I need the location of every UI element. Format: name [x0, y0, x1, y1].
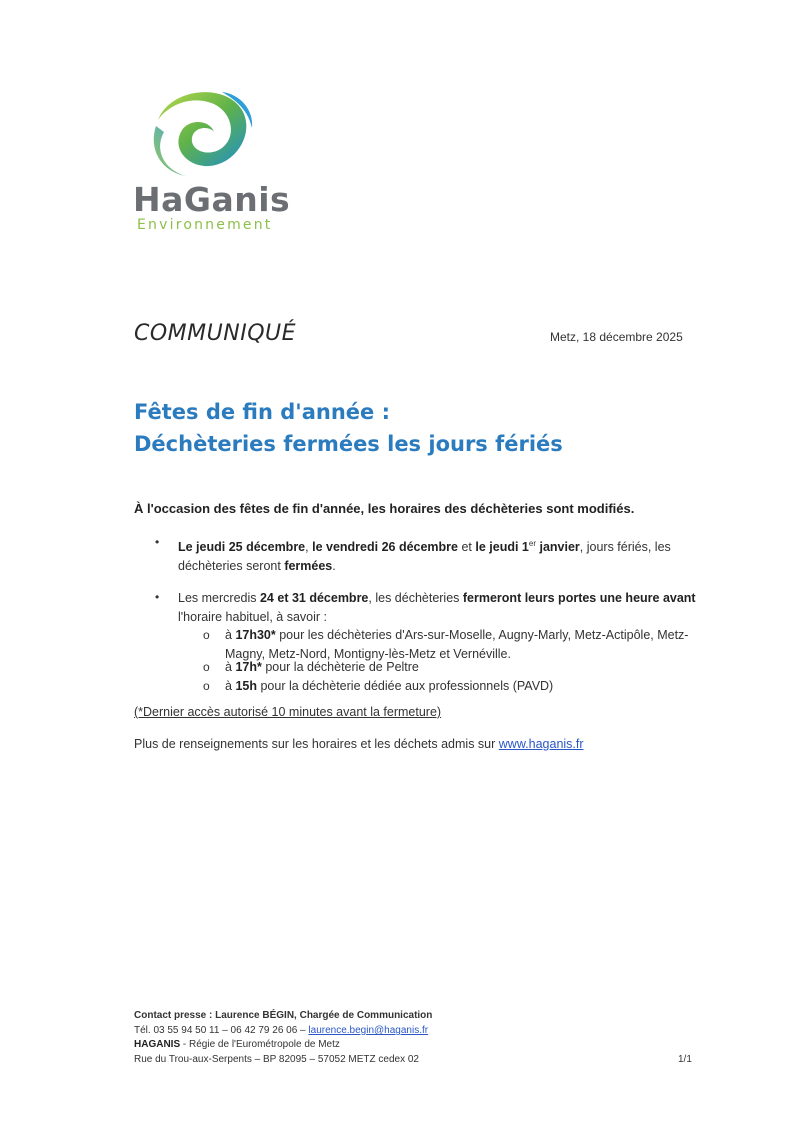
website-link[interactable]: www.haganis.fr: [498, 737, 584, 751]
dateline: Metz, 18 décembre 2025: [550, 330, 683, 344]
bullet-reduced-hours: Les mercredis 24 et 31 décembre, les déchèteries fermeront leurs portes une heure avant l'horaire habituel, à savoir :: [178, 591, 696, 624]
intro-paragraph: À l'occasion des fêtes de fin d'année, les horaires des déchèteries sont modifiés.: [134, 501, 635, 516]
logo-tagline: Environnement: [137, 217, 273, 233]
bullet-dot: •: [155, 590, 160, 604]
page-number: 1/1: [678, 1054, 692, 1065]
organization: HAGANIS - Régie de l'Eurométropole de Metz: [134, 1039, 340, 1050]
sub-item-1700: à 17h* pour la déchèterie de Peltre: [225, 660, 419, 674]
sub-item-1730: à 17h30* pour les déchèteries d'Ars-sur-Moselle, Augny-Marly, Metz-Actipôle, Metz-Magny, Metz-Nord, Montigny-lès-Metz et Vernéville.: [225, 628, 689, 661]
document-type: COMMUNIQUÉ: [134, 321, 297, 346]
press-contact: Contact presse : Laurence BÉGIN, Chargée de Communication: [134, 1010, 433, 1021]
sub-bullet-circle: o: [203, 628, 210, 642]
contact-email-link[interactable]: laurence.begin@haganis.fr: [308, 1025, 429, 1036]
postal-address: Rue du Trou-aux-Serpents – BP 82095 – 57052 METZ cedex 02: [134, 1054, 419, 1065]
bullet-dot: •: [155, 535, 160, 549]
contact-phone-email: Tél. 03 55 94 50 11 – 06 42 79 26 06 – laurence.begin@haganis.fr: [134, 1025, 429, 1036]
logo-wordmark: HaGanis: [133, 180, 291, 219]
sub-bullet-circle: o: [203, 679, 210, 693]
more-info-line: Plus de renseignements sur les horaires et les déchets admis sur www.haganis.fr: [134, 737, 584, 751]
title-line-1: Fêtes de fin d'année :: [134, 400, 390, 424]
sub-item-1500: à 15h pour la déchèterie dédiée aux professionnels (PAVD): [225, 679, 554, 693]
title-line-2: Déchèteries fermées les jours fériés: [134, 432, 563, 456]
bullet-closed-days: Le jeudi 25 décembre, le vendredi 26 décembre et le jeudi 1er janvier, jours fériés, les déchèteries seront fermées.: [178, 539, 671, 574]
footnote: (*Dernier accès autorisé 10 minutes avant la fermeture): [134, 705, 442, 719]
sub-bullet-circle: o: [203, 660, 210, 674]
